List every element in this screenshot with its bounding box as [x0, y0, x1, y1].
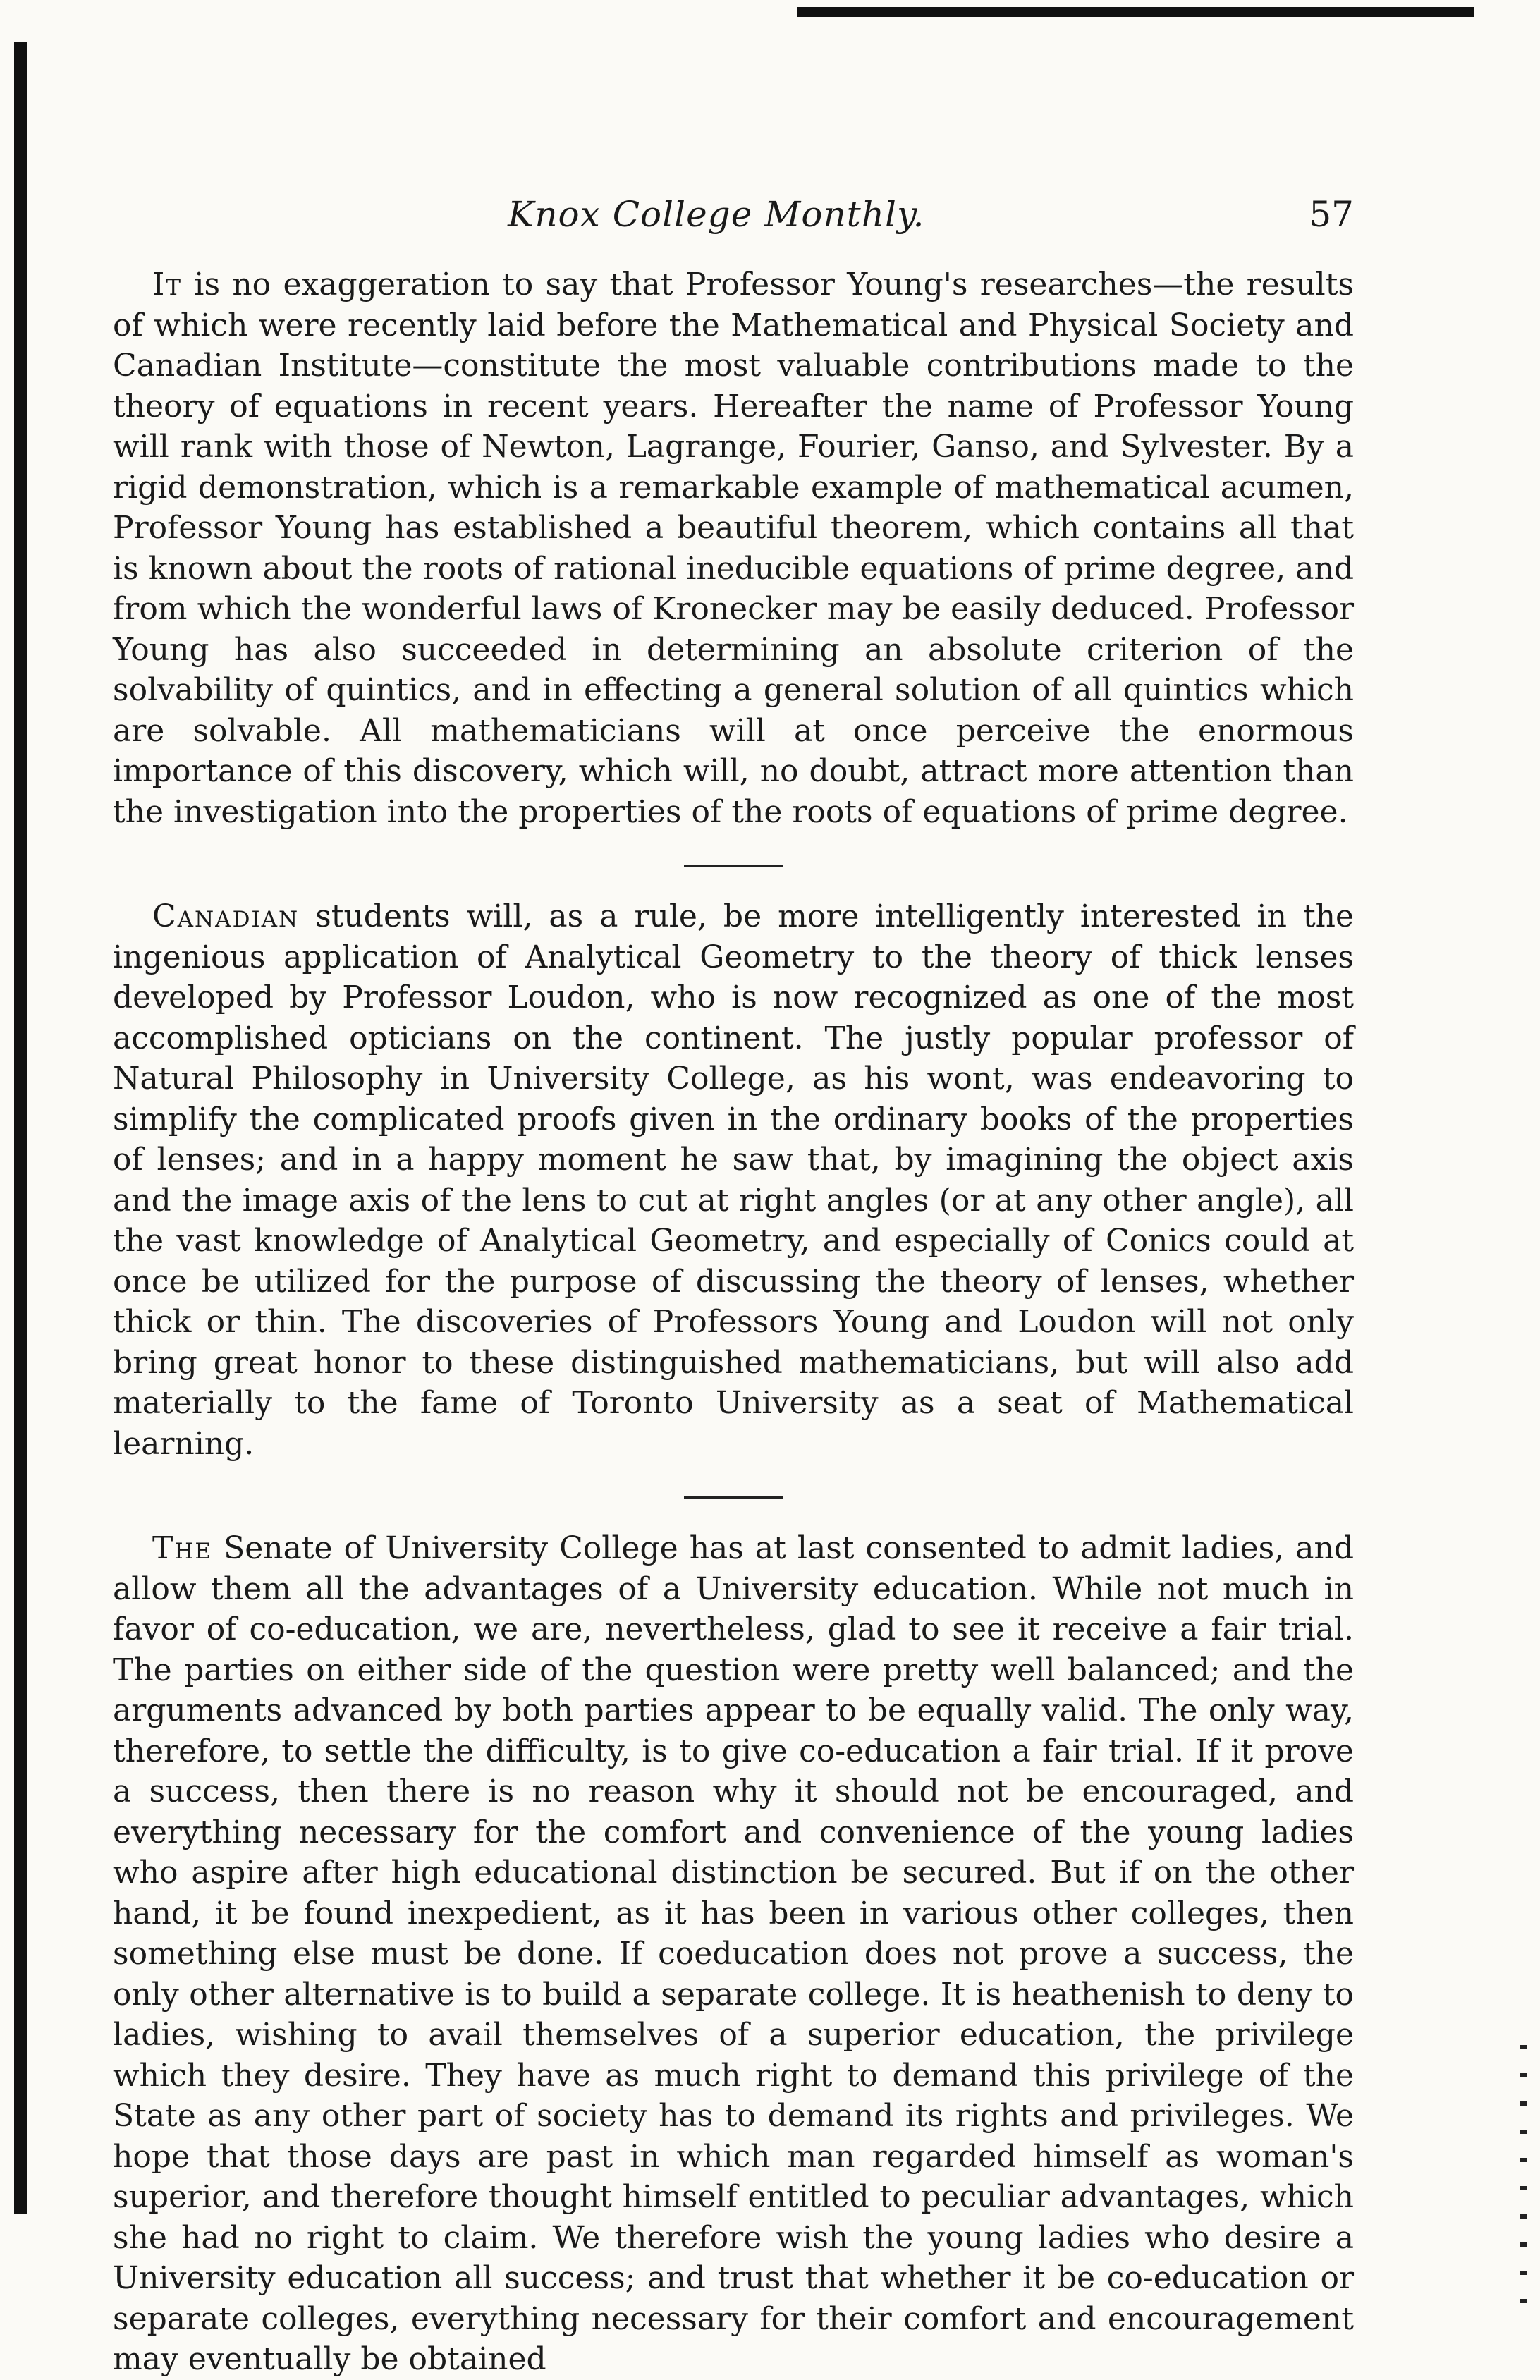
paragraph-text: is no exaggeration to say that Professor Young's researches—the results of which were recently laid before the Mathematical and Physical Society and Canadian Institute—constitute the most valuable contributions made to the theory of equations in recent years. Hereafter the name of Professor Young will rank with those of Newton, Lagrange, Fourier, Ganso, and Sylvester. By a rigid demonstration, which is a remarkable example of mathematical acumen, Professor Young has established a beautiful theorem, which contains all that is known about the roots of rational ineducible equations of prime degree, and from which the wonderful laws of Kronecker may be easily deduced. Professor Young has also succeeded in determining an absolute criterion of the solvability of quintics, and in effecting a general solution of all quintics which are solvable. All mathematicians will at once perceive the enormous importance of this discovery, which will, no doubt, attract more attention than the investigation into the properties of the roots of equations of prime degree.: [113, 267, 1354, 830]
scan-edge-left: [14, 42, 27, 2214]
paragraph-text: students will, as a rule, be more intelligently interested in the ingenious application of Analytical Geometry to the theory of thick lenses developed by Professor Loudon, who is now recognized as one of the most accomplished opticians on the continent. The justly popular professor of Natural Philosophy in University College, as his wont, was endeavoring to simplify the complicated proofs given in the ordinary books of the properties of lenses; and in a happy moment he saw that, by imagining the object axis and the image axis of the lens to cut at right angles (or at any other angle), all the vast knowledge of Analytical Geometry, and especially of Conics could at once be utilized for the purpose of discussing the theory of lenses, whether thick or thin. The discoveries of Professors Young and Loudon will not only bring great honor to these distinguished mathematicians, but will also add materially to the fame of Toronto University as a seat of Mathematical learning.: [113, 898, 1354, 1462]
running-head: Knox College Monthly.: [508, 194, 925, 235]
paragraph-lead: Canadian: [152, 898, 300, 934]
paragraph-lead: The: [152, 1530, 213, 1566]
scan-edge-top: [797, 7, 1474, 17]
page-number: 57: [1309, 194, 1354, 235]
section-divider: [684, 1496, 783, 1499]
page: [113, 194, 1354, 2380]
paragraph-co-education: [113, 1528, 1354, 2380]
paragraph-thick-lenses: [113, 896, 1354, 1464]
paragraph-professor-young: [113, 264, 1354, 832]
scan-specks-right: [1520, 2045, 1527, 2313]
page-header: [113, 194, 1354, 250]
section-divider: [684, 865, 783, 867]
paragraph-lead: It: [152, 267, 183, 303]
paragraph-text: Senate of University College has at last consented to admit ladies, and allow them all the advantages of a University education. While not much in favor of co-education, we are, nevertheless, glad to see it receive a fair trial. The parties on either side of the question were pretty well balanced; and the arguments advanced by both parties appear to be equally valid. The only way, therefore, to settle the difficulty, is to give co-education a fair trial. If it prove a success, then there is no reason why it should not be encouraged, and everything necessary for the comfort and convenience of the young ladies who aspire after high educational distinction be secured. But if on the other hand, it be found inexpedient, as it has been in various other colleges, then something else must be done. If coeducation does not prove a success, the only other alternative is to build a separate college. It is heathenish to deny to ladies, wishing to avail themselves of a superior education, the privilege which they desire. They have as much right to demand this privilege of the State as any other part of society has to demand its rights and privileges. We hope that those days are past in which man regarded himself as woman's superior, and therefore thought himself entitled to peculiar advantages, which she had no right to claim. We therefore wish the young ladies who desire a University education all success; and trust that whether it be co-education or separate colleges, everything necessary for their comfort and encouragement may eventually be obtained: [113, 1530, 1354, 2377]
